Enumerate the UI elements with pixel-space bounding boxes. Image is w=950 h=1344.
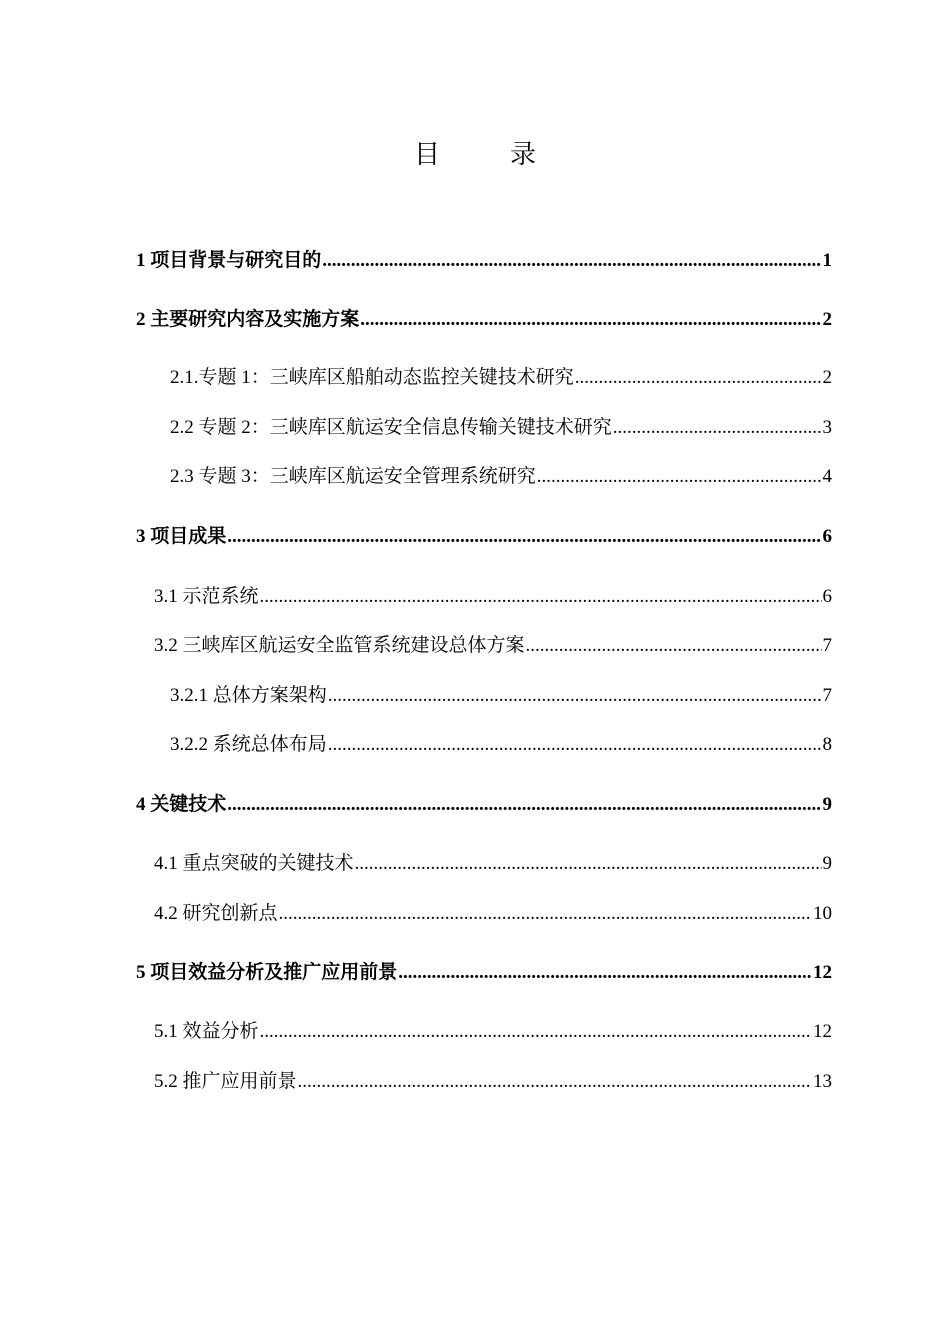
dot-leader <box>227 790 821 820</box>
toc-entry-label: 2.1.专题 1：三峡库区船舶动态监控关键技术研究 <box>170 367 574 388</box>
toc-entry-page: 10 <box>813 903 832 924</box>
toc-entry-page: 8 <box>822 734 832 755</box>
toc-entry-page: 12 <box>813 962 832 983</box>
dot-leader <box>260 1017 812 1047</box>
toc-entry-5-1[interactable] <box>154 1017 832 1047</box>
toc-entry-label: 3.2.2 系统总体布局 <box>170 734 327 755</box>
toc-entry-page: 9 <box>822 794 832 815</box>
toc-entry-2-2[interactable] <box>170 413 832 443</box>
toc-entry-label: 5.1 效益分析 <box>154 1021 259 1042</box>
toc-entry-5[interactable] <box>136 958 832 988</box>
toc-entry-label: 1 项目背景与研究目的 <box>136 250 322 271</box>
toc-entry-label: 4.1 重点突破的关键技术 <box>154 853 354 874</box>
toc-entry-label: 5 项目效益分析及推广应用前景 <box>136 962 398 983</box>
toc-entry-3-2-1[interactable] <box>170 681 832 711</box>
dot-leader <box>322 246 821 276</box>
toc-entry-page: 6 <box>822 526 832 547</box>
toc-entry-label: 4.2 研究创新点 <box>154 903 278 924</box>
toc-entry-3-2-2[interactable] <box>170 730 832 760</box>
dot-leader <box>328 730 822 760</box>
dot-leader <box>360 305 821 335</box>
toc-entry-2[interactable] <box>136 305 832 335</box>
toc-entry-label: 3.2 三峡库区航运安全监管系统建设总体方案 <box>154 635 525 656</box>
toc-entry-4[interactable] <box>136 790 832 820</box>
toc-entry-label: 3.1 示范系统 <box>154 586 259 607</box>
toc-entry-3-1[interactable] <box>154 582 832 612</box>
toc-entry-1[interactable] <box>136 246 832 276</box>
dot-leader <box>279 899 812 929</box>
dot-leader <box>526 631 822 661</box>
toc-entry-3-2[interactable] <box>154 631 832 661</box>
toc-entry-page: 12 <box>813 1021 832 1042</box>
dot-leader <box>575 363 822 393</box>
toc-entry-page: 13 <box>813 1071 832 1092</box>
toc-entry-label: 3.2.1 总体方案架构 <box>170 685 327 706</box>
dot-leader <box>227 522 821 552</box>
toc-entry-4-2[interactable] <box>154 899 832 929</box>
toc-entry-label: 4 关键技术 <box>136 794 227 815</box>
dot-leader <box>298 1067 812 1097</box>
toc-entry-2-3[interactable] <box>170 462 832 492</box>
toc-entry-3[interactable] <box>136 522 832 552</box>
dot-leader <box>537 462 822 492</box>
dot-leader <box>355 849 822 879</box>
toc-entry-label: 2.2 专题 2：三峡库区航运安全信息传输关键技术研究 <box>170 417 612 438</box>
toc-entry-5-2[interactable] <box>154 1067 832 1097</box>
toc-entry-page: 4 <box>822 466 832 487</box>
toc-entry-page: 2 <box>822 367 832 388</box>
toc-entry-label: 3 项目成果 <box>136 526 227 547</box>
toc-entry-2-1[interactable] <box>170 363 832 393</box>
toc-entry-page: 3 <box>822 417 832 438</box>
dot-leader <box>260 582 822 612</box>
toc-entry-page: 2 <box>822 309 832 330</box>
toc-entry-page: 9 <box>822 853 832 874</box>
dot-leader <box>613 413 822 443</box>
toc-entry-4-1[interactable] <box>154 849 832 879</box>
toc-entry-label: 2 主要研究内容及实施方案 <box>136 309 360 330</box>
dot-leader <box>398 958 812 988</box>
toc-entry-label: 2.3 专题 3：三峡库区航运安全管理系统研究 <box>170 466 536 487</box>
toc-entry-page: 7 <box>822 635 832 656</box>
toc-entry-page: 6 <box>822 586 832 607</box>
toc-entry-page: 1 <box>822 250 832 271</box>
toc-title: 目 录 <box>413 140 558 170</box>
toc-entry-label: 5.2 推广应用前景 <box>154 1071 297 1092</box>
toc-entry-page: 7 <box>822 685 832 706</box>
dot-leader <box>328 681 822 711</box>
